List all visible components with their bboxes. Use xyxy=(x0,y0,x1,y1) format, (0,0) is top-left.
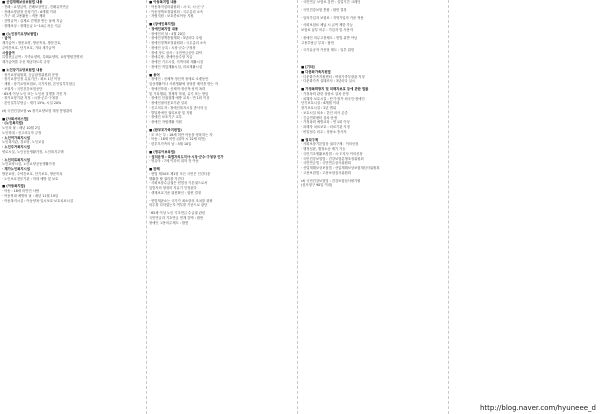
text-line: · 아동복지시설 : 아동양육·일시보호·보호치료시설 xyxy=(2,198,74,203)
text-line: 국민연금과 기초연금 연계 감액 : 합헌 xyxy=(149,215,204,220)
column-1 xyxy=(2,0,140,414)
section-heading: ■ 아동복지법 내용 xyxy=(149,0,177,4)
text-line: · 장애인 거주시설, 지역사회 재활시설 xyxy=(149,60,204,64)
blog-url-footer: http://blog.naver.com/hyuneee_d xyxy=(479,404,596,412)
section-heading: ■ 용어 xyxy=(149,72,160,77)
section-heading: · 장애인복지법 내용 xyxy=(149,26,179,31)
text-line: 재가급여를 우선 제공하도록 규정 xyxy=(2,60,50,64)
text-line: cf) 국민건강보험 vs 장기요양보험 재정 통합관리 xyxy=(2,108,73,113)
column-divider xyxy=(297,0,298,414)
text-line: (심사청구 90일 이내) xyxy=(301,183,333,188)
text-line: · 아동정책조정위원회 : 국무총리 소속 xyxy=(149,9,204,14)
text-line: · 가정폭력 관련 상담소 설치·운영 xyxy=(301,91,349,96)
text-line: · 장애인의 날 : 4월 20일 xyxy=(149,31,185,36)
text-line: · 아동복지심의위원회 : 시·도, 시·군·구 xyxy=(149,4,205,9)
text-line: 양로시설, 노인공동생활가정, 노인복지주택 xyxy=(2,149,64,154)
text-line: · 사회보장기본법상 권리구제 : 이의신청 xyxy=(301,142,359,147)
text-line: · 장해보상 : 장해등급 1~14급 차등 지급 xyxy=(2,23,61,28)
text-line: cf) 국민건강보험법 : 건강보험심사평가원 xyxy=(301,178,361,183)
text-line: · 장애인학대 : 신체적·정신적·성적 폭력 xyxy=(149,86,206,91)
section-heading: ■ 산업재해보상보험법 내용 xyxy=(2,0,43,4)
column-divider xyxy=(448,0,449,414)
text-line: · 국가유공자 가산점 제도 : 일부 위헌 xyxy=(301,48,355,53)
section-heading: ■ 권리구제 xyxy=(301,137,319,142)
text-line: · 고용보험법 : 고용보험심사위원회 xyxy=(301,170,351,175)
section-heading: ■ 다문화가족지원법 xyxy=(301,69,331,74)
section-heading: ■ [사회서비스법] xyxy=(2,116,29,121)
text-line: · 재원 : 장기요양보험료, 국가지원, 본인일부부담금 xyxy=(2,82,76,86)
section-heading: ■ 노인장기요양보험법 내용 xyxy=(2,67,43,72)
text-line: · 장애인정책종합계획 : 5년마다 수립 xyxy=(149,36,203,41)
text-line: · 본인일부부담금 : 재가 15%, 시설 20% xyxy=(2,101,62,105)
text-line: · 장애인 보조기구 교부 xyxy=(149,115,182,120)
text-line: 방문요양, 주야간보호, 단기보호, 방문목욕 xyxy=(2,171,63,176)
text-line: · 보호시설 퇴소 : 본인 의사 존중 xyxy=(301,110,348,115)
column-4 xyxy=(452,0,597,414)
text-line: · 발달장애인 권리보장 및 지원 xyxy=(149,110,193,115)
text-line: · 장기요양위원회, 등급판정위원회 운영 xyxy=(2,72,59,77)
text-line: · 사회보장수급권은 헌법상 기본권으로서 xyxy=(149,181,208,186)
text-line: · 65세 이상 노인 기초연금 수급권 관련 xyxy=(149,211,206,215)
text-line: · 장애인 의무고용제도 : 헌법 위반 아님 xyxy=(301,35,358,40)
text-line: 재가급여 : 방문요양, 방문목욕, 방문간호, xyxy=(2,41,62,45)
text-line: · 장애인정책조정위원회 : 국무총리 소속 xyxy=(149,41,207,45)
text-line: · 모 또는 부 : 18세 미만 아동을 양육하는 자 xyxy=(149,132,213,137)
text-line: · 장애 정도 심사 : 국민연금공단 위탁 xyxy=(149,50,203,55)
text-line: · 국민건강보험법 : 건강보험분쟁조정위원회 xyxy=(301,156,364,161)
column-2 xyxy=(149,0,292,414)
section-heading: ■ (장애인복지법) xyxy=(149,22,176,26)
text-line: 생활을 할 권리를 가진다 xyxy=(149,176,184,181)
text-line: · 장애인 자립생활 지원 xyxy=(149,120,182,124)
text-line: 고용부담금 부과 : 합헌 xyxy=(301,40,334,45)
text-line: · 임의가입자 보험료 : 지역가입자 기준 적용 xyxy=(301,15,364,20)
text-line: · 가정폭력 예방교육 : 연 1회 이상 xyxy=(301,120,350,125)
text-line: 의무를 다하였는지 여부를 기준으로 판단 xyxy=(149,203,208,208)
text-line: · 장애수당, 장애아동수당 지급 xyxy=(149,55,193,60)
text-line: · 산업재해보상보험법 : 산업재해보상보험재심사위원회 xyxy=(301,166,380,170)
text-line: · 아동 : 18세 미만 (취학 시 22세 미만) xyxy=(149,137,206,142)
text-line: · 설치운영 : 특별자치도지사·시장·군수·구청장 인가 xyxy=(149,154,224,159)
text-line: 장애인 고용의무제도 : 합헌 xyxy=(149,220,189,225)
text-line: · 노인보호전문기관 : 학대 예방 및 보호 xyxy=(2,176,59,181)
text-line: · 장기요양기관 지정 : 시장·군수·구청장 xyxy=(2,96,59,101)
section-heading: ■ [기타] xyxy=(301,65,315,69)
text-line: 일상생활이나 사회생활에 상당한 제약을 받는 자 xyxy=(149,82,218,86)
text-line: 노인요양시설, 노인요양공동생활가정 xyxy=(2,162,56,167)
text-line: 보험료 납부 의무 : 가입자 및 사용자 xyxy=(301,28,353,32)
section-heading: ■ (아동복지법) xyxy=(2,184,26,189)
text-line: · 국민연금법 : 국민연금심사위원회 xyxy=(301,161,351,166)
text-line: · 헌법 제34조 제1항 모든 국민은 인간다운 xyxy=(149,171,211,176)
text-line: 주야간보호, 단기보호, 기타 재가급여 xyxy=(2,45,56,50)
column-divider xyxy=(146,0,147,414)
text-line: · 장기요양인정 유효기간 : 최소 1년 이상 xyxy=(2,77,61,82)
section-heading: ■ (노인장기요양보험법) xyxy=(2,31,38,36)
section-heading: ■ 판례 xyxy=(149,167,160,171)
text-line: 장기보호시설 : 2년 범위 xyxy=(301,106,337,110)
text-line: · 국민연금 보험료 감면 : 실업기간 크레딧 xyxy=(301,0,361,4)
text-line: · 65세 이상 노인 또는 노인성 질병을 가진 자 xyxy=(2,91,67,96)
text-line: · 영유아 : 7세 이하의 취학 전 아동 xyxy=(149,159,199,164)
section-heading: ■ 가정폭력방지 및 피해자보호 등에 관한 법률 xyxy=(301,87,369,91)
section-heading: · 재가노인복지시설 xyxy=(2,167,30,171)
section-heading: 시설급여 xyxy=(2,50,15,55)
text-line: 입법자의 형성의 자유가 인정된다 xyxy=(149,186,197,190)
text-line: · 진폐 : 요양급여, 진폐보상연금, 진폐유족연금 xyxy=(2,4,69,9)
section-heading: · (노인복지법) xyxy=(2,121,24,126)
text-line: · 국민건강보험 통합 : 합헌 결정 xyxy=(301,7,347,12)
section-heading: · 급여 xyxy=(2,36,11,41)
section-heading: · 노인주거복지시설 xyxy=(2,145,30,149)
text-line: · 간병급여 : 실제로 간병을 받는 날에 지급 xyxy=(2,19,63,23)
text-line: · 국민기초생활보장법 : 시·도지사 이의신청 xyxy=(301,151,363,156)
text-line: · 피해자 치료보호 : 의료기관 지정 xyxy=(301,125,350,129)
text-line: · 사회보험료 체납 시 급여 제한 가능 xyxy=(301,23,353,28)
text-line: 노인의 날 : 매년 10월 2일 xyxy=(2,126,41,130)
section-heading: · 노인의료복지시설 xyxy=(2,157,30,162)
text-line: · 긴급전화센터 설치·운영 xyxy=(301,115,338,120)
text-line: · 아동 : 18세 미만인 사람 xyxy=(2,189,40,193)
text-line: 단기보호시설 : 6개월 이내 xyxy=(301,101,340,106)
text-line: · 비밀엄수 의무 : 상담소 종사자 xyxy=(301,129,347,134)
text-line: · 장애인 직업재활시설, 의료재활시설 xyxy=(149,64,203,69)
section-heading: ■ (한부모가족지원법) xyxy=(149,127,182,132)
text-line: · 행정심판, 행정소송 제기 가능 xyxy=(301,147,346,151)
text-line: · 헌법재판소는 국가가 최소한의 조치를 취할 xyxy=(149,198,213,203)
text-line: · 보험자 : 국민건강보험공단 xyxy=(2,86,43,91)
text-line: · 장애인 인권침해 예방 교육 : 연 1회 이상 xyxy=(149,96,210,101)
text-line: · 진폐요양판정 신청기간 : 6개월 이내 xyxy=(2,9,57,14)
text-line: · 신고의무자 : 장애인복지시설 종사자 등 xyxy=(149,105,208,110)
text-line: 특별현금급여 : 가족요양비, 특례요양비, 요양병원간병비 xyxy=(2,55,83,60)
column-3 xyxy=(301,0,444,414)
text-line: · 다문화가족 실태조사 : 3년마다 실시 xyxy=(301,79,356,84)
section-heading: ■ (영유아보육법) xyxy=(149,149,176,154)
text-line: 노인학대 : 신고의무자 규정 xyxy=(2,130,42,135)
section-heading: · 노인여가복지시설 xyxy=(2,135,30,140)
text-line: · 피해자 보호시설 : 단기·장기·외국인·장애인 xyxy=(301,96,365,101)
text-line: · 장애인권익옹호기관 설치 xyxy=(149,101,188,105)
text-line: 노인복지관, 경로당, 노인교실 xyxy=(2,140,45,145)
text-line: · 생계보호기준 위헌확인 : 합헌 결정 xyxy=(149,190,201,195)
text-line: · 장애인 등록 : 시장·군수·구청장 xyxy=(149,45,196,50)
text-line: · 한부모가족의 날 : 5월 10일 xyxy=(149,142,192,146)
text-line: · 아동학대 예방의 날 : 매년 11월 19일 xyxy=(2,193,59,198)
text-line: 및 가혹행위, 경제적 착취, 유기 또는 방임 xyxy=(149,91,209,96)
text-line: · 장애인 : 신체적·정신적 장애로 오랫동안 xyxy=(149,77,209,82)
text-line: · 다문화가족지원센터 : 여성가족부장관 지정 xyxy=(301,74,365,79)
text-line: · 가구 내 고용활동 : 적용 제외 xyxy=(2,14,46,19)
text-line: · 자립지원 : 보호종료아동 지원 xyxy=(149,14,194,19)
